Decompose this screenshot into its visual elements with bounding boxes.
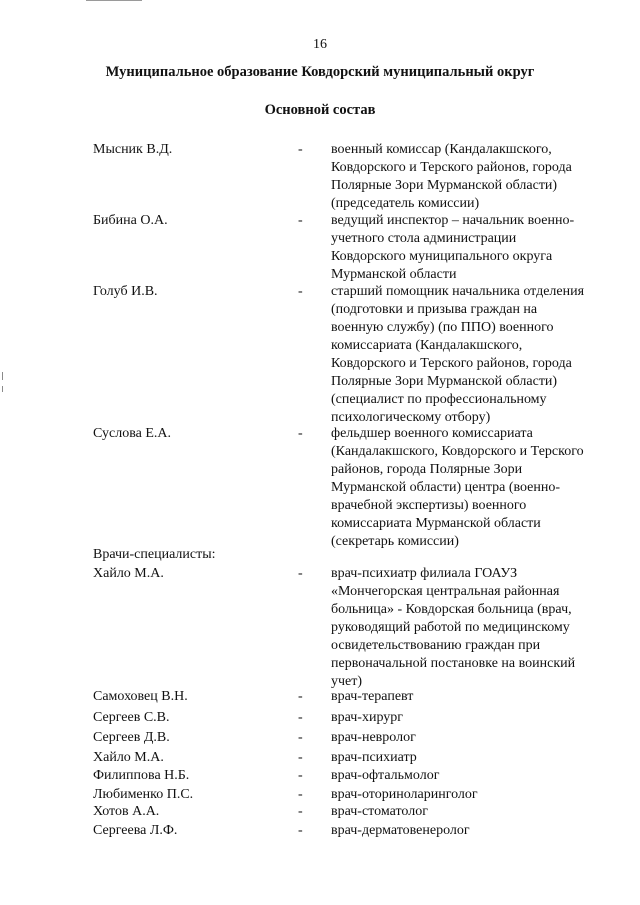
separator-dash: -: [298, 213, 303, 228]
specialist-name: Хотов А.А.: [93, 804, 160, 819]
document-title: Муниципальное образование Ковдорский муниципальный округ: [105, 64, 535, 80]
scan-margin-mark: [2, 372, 3, 380]
separator-dash: -: [298, 730, 303, 745]
member-name: Мысник В.Д.: [93, 142, 173, 157]
specialist-role: врач-хирург: [331, 710, 404, 725]
specialist-role: врач-оториноларинголог: [331, 787, 478, 802]
specialist-role: врач-терапевт: [331, 689, 414, 704]
member-name: Бибина О.А.: [93, 213, 168, 228]
separator-dash: -: [298, 142, 303, 157]
specialist-name: Самоховец В.Н.: [93, 689, 188, 704]
specialist-role: врач-офтальмолог: [331, 768, 440, 783]
separator-dash: -: [298, 566, 303, 581]
separator-dash: -: [298, 710, 303, 725]
page-number: 16: [313, 37, 327, 52]
separator-dash: -: [298, 284, 303, 299]
specialist-name: Сергеев С.В.: [93, 710, 170, 725]
member-role: старший помощник начальника отделения (подготовки и призыва граждан на военную службу) (по ППО) военного комиссариата (Кандалакшского, Ковдорского и Терского районов, города Полярные Зори Мурманской области) (специалист по профессиональному психологическому отбору): [331, 284, 585, 425]
specialist-name: Сергеева Л.Ф.: [93, 823, 178, 838]
separator-dash: -: [298, 768, 303, 783]
scan-top-line: [86, 0, 142, 1]
member-name: Голуб И.В.: [93, 284, 158, 299]
member-role: фельдшер военного комиссариата (Кандалакшского, Ковдорского и Терского районов, города Полярные Зори Мурманской области) центра (военно- врачебной экспертизы) военного комиссариата Мурманской области (секретарь комиссии): [331, 426, 584, 549]
separator-dash: -: [298, 426, 303, 441]
scan-margin-mark: [2, 386, 3, 392]
specialists-heading: Врачи-специалисты:: [93, 547, 216, 562]
member-name: Суслова Е.А.: [93, 426, 171, 441]
specialist-role: врач-невролог: [331, 730, 416, 745]
separator-dash: -: [298, 750, 303, 765]
specialist-name: Сергеев Д.В.: [93, 730, 170, 745]
specialist-name: Хайло М.А.: [93, 750, 164, 765]
specialist-role: врач-стоматолог: [331, 804, 428, 819]
member-role: ведущий инспектор – начальник военно- учетного стола администрации Ковдорского муниципального округа Мурманской области: [331, 213, 575, 282]
specialist-role: врач-психиатр: [331, 750, 417, 765]
separator-dash: -: [298, 689, 303, 704]
member-role: военный комиссар (Кандалакшского, Ковдорского и Терского районов, города Полярные Зори Мурманской области) (председатель комиссии): [331, 142, 572, 211]
specialist-name: Хайло М.А.: [93, 566, 164, 581]
specialist-role: врач-дерматовенеролог: [331, 823, 470, 838]
specialist-name: Любименко П.С.: [93, 787, 194, 802]
separator-dash: -: [298, 787, 303, 802]
specialist-name: Филиппова Н.Б.: [93, 768, 190, 783]
separator-dash: -: [298, 804, 303, 819]
specialist-role: врач-психиатр филиала ГОАУЗ «Мончегорская центральная районная больница» - Ковдорская больница (врач, руководящий работой по медицинскому освидетельствованию граждан при первоначальной постановке на воинский учет): [331, 566, 576, 689]
separator-dash: -: [298, 823, 303, 838]
section-title: Основной состав: [264, 102, 376, 118]
